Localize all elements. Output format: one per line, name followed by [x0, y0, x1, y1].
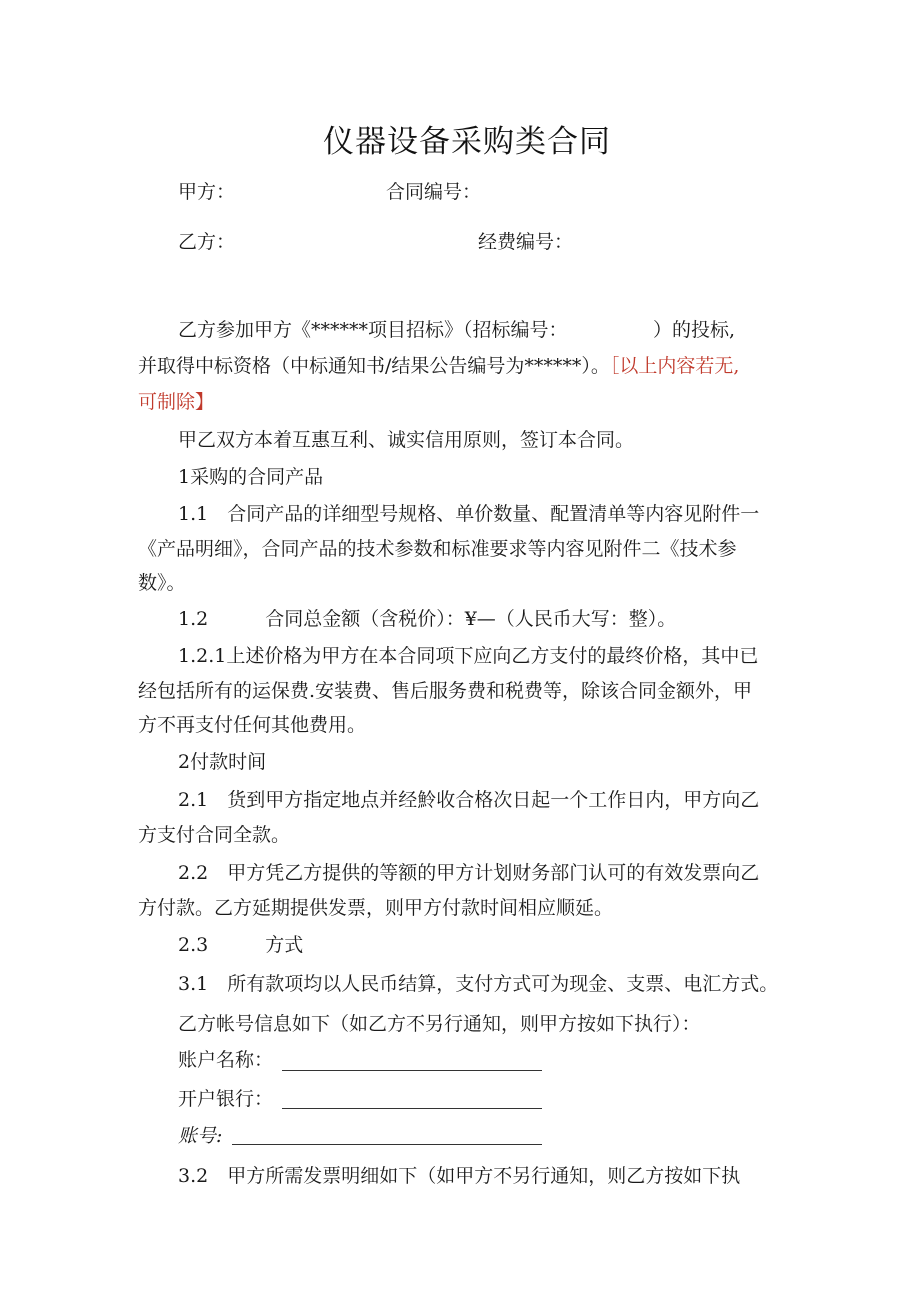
clause-2-1-line-2: 方支付合同全款。 [138, 824, 291, 846]
clause-1-2: 1.2 合同总金额（含税价）：¥—（人民币大写：整）。 [178, 608, 677, 630]
clause-2-3: 2.3 方式 [178, 934, 304, 956]
intro-line-2-main: 并取得中标资格（中标通知书/结果公告编号为******）。 [138, 355, 610, 377]
clause-1-1-line-1: 1.1 合同产品的详细型号规格、单价数量、配置清单等内容见附件一 [178, 503, 760, 525]
intro-principle: 甲乙双方本着互惠互利、诚实信用原则，签订本合同。 [178, 429, 635, 451]
clause-3-1-line-1: 3.1 所有款项均以人民币结算，支付方式可为现金、支票、电汇方式。 [178, 973, 779, 995]
clause-1-2-1-line-1: 1.2.1上述价格为甲方在本合同项下应向乙方支付的最终价格，其中已 [178, 645, 759, 667]
clause-1-2-1-line-2: 经包括所有的运保费.安装费、售后服务费和税费等，除该合同金额外，甲 [138, 680, 753, 702]
clause-3-2: 3.2 甲方所需发票明细如下（如甲方不另行通知，则乙方按如下执 [178, 1165, 741, 1187]
contract-no-label: 合同编号： [386, 181, 482, 203]
account-name-blank [282, 1070, 542, 1071]
account-no-label: 账号: [178, 1125, 223, 1147]
funding-no-label: 经费编号： [478, 231, 574, 253]
intro-line-2 [138, 354, 739, 378]
party-a-label: 甲方： [178, 181, 236, 203]
intro-note-red-cont: 可制除】 [138, 391, 215, 413]
clause-1-2-1-line-3: 方不再支付任何其他费用。 [138, 714, 367, 736]
section-2-heading: 2付款时间 [178, 751, 267, 773]
intro-line-1: 乙方参加甲方《******项目招标》（招标编号： ）的投标, [178, 319, 736, 341]
account-no-blank [232, 1144, 542, 1145]
party-b-label: 乙方： [178, 231, 236, 253]
clause-1-1-line-3: 数》。 [138, 572, 186, 594]
clause-2-2-line-1: 2.2 甲方凭乙方提供的等额的甲方计划财务部门认可的有效发票向乙 [178, 862, 760, 884]
intro-note-red: ［以上内容若无, [609, 355, 740, 377]
clause-2-1-line-1: 2.1 货到甲方指定地点并经魿收合格次日起一个工作日内，甲方向乙 [178, 789, 760, 811]
page-title: 仪器设备采购类合同 [323, 124, 611, 160]
bank-label: 开户银行： [178, 1088, 274, 1110]
clause-3-1-line-2: 乙方帐号信息如下（如乙方不另行通知，则甲方按如下执行）： [178, 1013, 701, 1035]
bank-blank [282, 1108, 542, 1109]
account-name-label: 账户名称： [178, 1049, 274, 1071]
clause-2-2-line-2: 方付款。乙方延期提供发票，则甲方付款时间相应顺延。 [138, 897, 614, 919]
section-1-heading: 1采购的合同产品 [178, 466, 324, 488]
clause-1-1-line-2: 《产品明细》，合同产品的技术参数和标准要求等内容见附件二《技术参 [138, 538, 737, 560]
